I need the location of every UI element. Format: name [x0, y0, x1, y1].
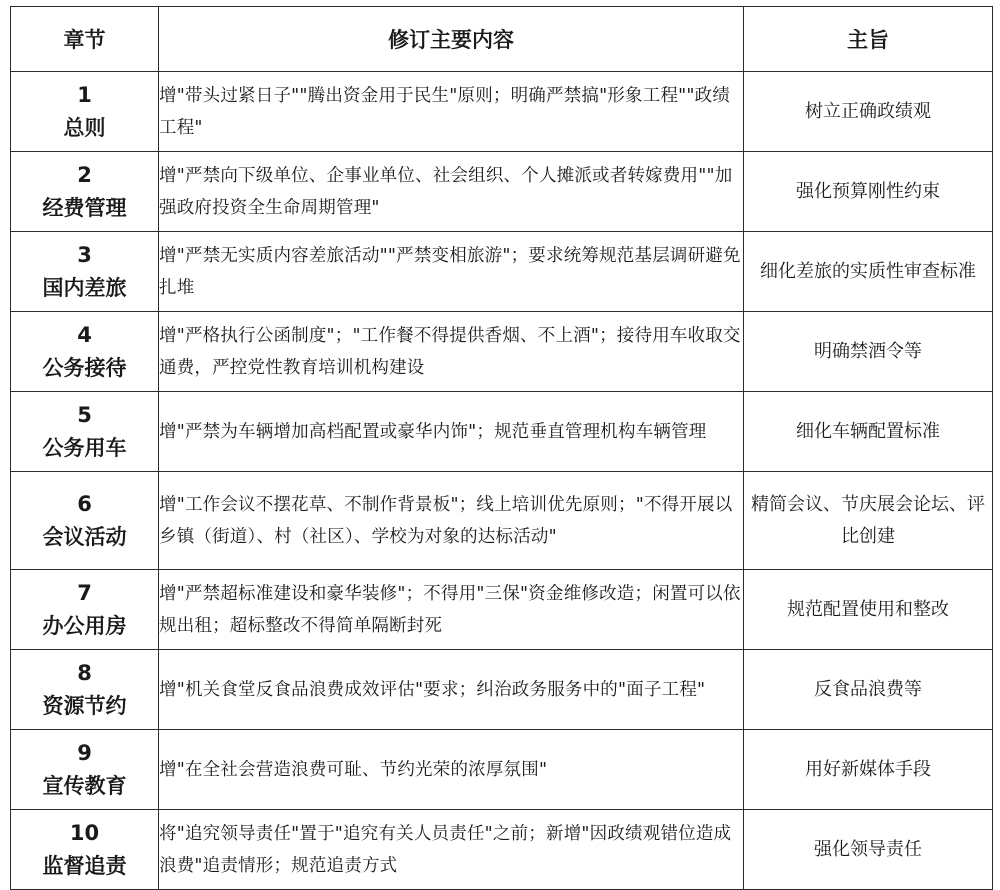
chapter-title: 总则 [63, 115, 106, 140]
content-cell: 增"工作会议不摆花草、不制作背景板"；线上培训优先原则；"不得开展以乡镇（街道）、村（社区）、学校为对象的达标活动" [159, 472, 744, 570]
aim-cell: 规范配置使用和整改 [744, 570, 993, 650]
aim-cell: 细化车辆配置标准 [744, 392, 993, 472]
chapter-number: 8 [77, 660, 92, 685]
chapter-title: 经费管理 [42, 195, 127, 220]
content-cell: 增"严禁为车辆增加高档配置或豪华内饰"；规范垂直管理机构车辆管理 [159, 392, 744, 472]
chapter-cell [11, 650, 159, 730]
table-row [11, 152, 993, 232]
revision-table [10, 6, 993, 890]
chapter-number: 7 [77, 580, 92, 605]
aim-cell: 反食品浪费等 [744, 650, 993, 730]
chapter-title: 资源节约 [42, 693, 127, 718]
table-row [11, 650, 993, 730]
chapter-cell [11, 570, 159, 650]
content-cell: 增"严禁向下级单位、企事业单位、社会组织、个人摊派或者转嫁费用""加强政府投资全生命周期管理" [159, 152, 744, 232]
chapter-title: 宣传教育 [42, 773, 127, 798]
aim-cell: 强化领导责任 [744, 810, 993, 890]
chapter-cell [11, 232, 159, 312]
chapter-title: 国内差旅 [42, 275, 127, 300]
aim-cell: 明确禁酒令等 [744, 312, 993, 392]
content-cell: 增"严禁超标准建设和豪华装修"；不得用"三保"资金维修改造；闲置可以依规出租；超标整改不得简单隔断封死 [159, 570, 744, 650]
table-row [11, 472, 993, 570]
chapter-cell [11, 730, 159, 810]
chapter-title: 办公用房 [42, 613, 127, 638]
chapter-cell [11, 312, 159, 392]
aim-cell: 树立正确政绩观 [744, 72, 993, 152]
table-row [11, 810, 993, 890]
chapter-number: 3 [77, 242, 92, 267]
aim-cell: 精简会议、节庆展会论坛、评比创建 [744, 472, 993, 570]
chapter-title: 监督追责 [42, 853, 127, 878]
chapter-title: 公务接待 [42, 355, 127, 380]
chapter-cell [11, 72, 159, 152]
content-cell: 将"追究领导责任"置于"追究有关人员责任"之前；新增"因政绩观错位造成浪费"追责情形；规范追责方式 [159, 810, 744, 890]
aim-cell: 细化差旅的实质性审查标准 [744, 232, 993, 312]
content-cell: 增"机关食堂反食品浪费成效评估"要求；纠治政务服务中的"面子工程" [159, 650, 744, 730]
header-content: 修订主要内容 [159, 7, 744, 72]
chapter-number: 5 [77, 402, 92, 427]
table-row [11, 730, 993, 810]
content-cell: 增"严禁无实质内容差旅活动""严禁变相旅游"；要求统筹规范基层调研避免扎堆 [159, 232, 744, 312]
table-row [11, 570, 993, 650]
content-cell: 增"在全社会营造浪费可耻、节约光荣的浓厚氛围" [159, 730, 744, 810]
chapter-cell [11, 392, 159, 472]
chapter-cell [11, 152, 159, 232]
chapter-number: 1 [77, 82, 92, 107]
aim-cell: 用好新媒体手段 [744, 730, 993, 810]
chapter-number: 9 [77, 740, 92, 765]
aim-cell: 强化预算刚性约束 [744, 152, 993, 232]
header-aim: 主旨 [744, 7, 993, 72]
chapter-number: 6 [77, 491, 92, 516]
header-chapter: 章节 [11, 7, 159, 72]
chapter-cell [11, 810, 159, 890]
header-row [11, 7, 993, 72]
chapter-number: 10 [69, 820, 100, 845]
content-cell: 增"带头过紧日子""腾出资金用于民生"原则；明确严禁搞"形象工程""政绩工程" [159, 72, 744, 152]
table-row [11, 392, 993, 472]
chapter-number: 4 [77, 322, 92, 347]
chapter-number: 2 [77, 162, 92, 187]
table-row [11, 72, 993, 152]
content-cell: 增"严格执行公函制度"；"工作餐不得提供香烟、不上酒"；接待用车收取交通费，严控党性教育培训机构建设 [159, 312, 744, 392]
table-row [11, 312, 993, 392]
chapter-title: 会议活动 [42, 524, 127, 549]
chapter-title: 公务用车 [42, 435, 127, 460]
chapter-cell [11, 472, 159, 570]
table-row [11, 232, 993, 312]
